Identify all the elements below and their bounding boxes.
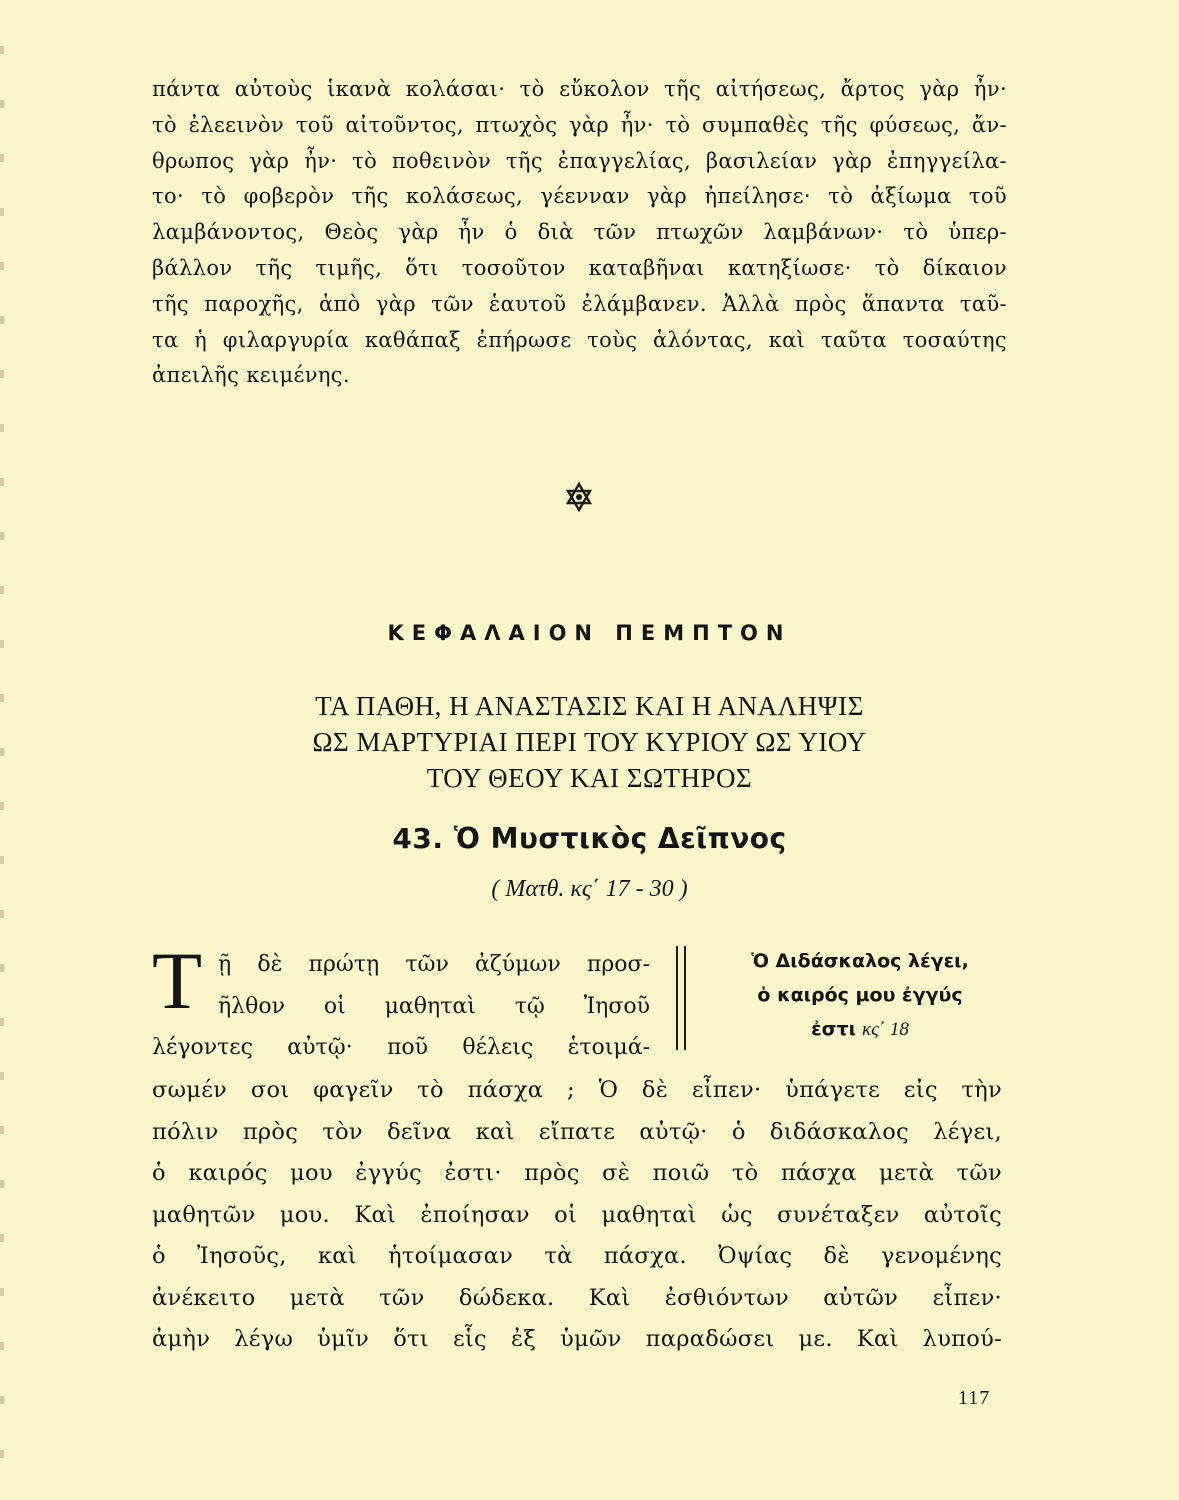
scripture-reference: ( Ματθ. κς΄ 17 - 30 )	[491, 876, 688, 902]
intro-lines	[152, 944, 650, 1069]
chapter-title	[0, 688, 1179, 796]
section-heading: 43. Ὁ Μυστικὸς Δεῖπνος	[392, 822, 787, 855]
intro-line: ῆλθον οἱ μαθηταὶ τῷ Ἰησοῦ	[218, 993, 650, 1019]
sidenote	[700, 944, 1020, 1047]
star-ornament-icon	[564, 482, 594, 512]
drop-cap: Τ	[152, 935, 203, 1026]
sidenote-text: ἐστι	[811, 1018, 856, 1040]
paragraph-line: μαθητῶν μου. Καὶ ἐποίησαν οἱ μαθηταὶ ὡς συνέταξεν αὐτοῖς	[152, 1201, 1002, 1228]
paragraph-line: ἀμὴν λέγω ὑμῖν ὅτι εἷς ἐξ ὑμῶν παραδώσει με. Καὶ λυπού-	[152, 1326, 1002, 1352]
sidenote-reference: κς΄ 18	[862, 1019, 909, 1040]
sidenote-rule	[676, 946, 678, 1050]
paragraph-line: τὸ ἐλεεινὸν τοῦ αἰτοῦντος, πτωχὸς γὰρ ἦν· τὸ συμπαθὲς τῆς φύσεως, ἄν-	[152, 112, 1007, 137]
paragraph-line: ἀνέκειτο μετὰ τῶν δώδεκα. Καὶ ἐσθιόντων αὐτῶν εἶπεν·	[152, 1284, 1002, 1311]
paragraph-line: ὁ Ἰησοῦς, καὶ ἡτοίμασαν τὰ πάσχα. Ὀψίας δὲ γενομένης	[152, 1243, 1002, 1269]
main-paragraph	[152, 1070, 1002, 1361]
sidenote-line: ὁ καιρός μου ἐγγύς	[757, 984, 963, 1006]
top-paragraph	[152, 72, 1007, 394]
paragraph-line: τῆς παροχῆς, ἀπὸ γὰρ τῶν ἑαυτοῦ ἐλάμβανεν. Ἀλλὰ πρὸς ἅπαντα ταῦ-	[152, 291, 1007, 316]
paragraph-line: τα ἡ φιλαργυρία καθάπαξ ἐπήρωσε τοὺς ἁλόντας, καὶ ταῦτα τοσαύτης	[152, 327, 1007, 352]
sidenote-line	[700, 1012, 1020, 1047]
paragraph-line: ὁ καιρός μου ἐγγύς ἐστι· πρὸς σὲ ποιῶ τὸ πάσχα μετὰ τῶν	[152, 1160, 1002, 1186]
paragraph-line: βάλλον τῆς τιμῆς, ὅτι τοσοῦτον καταβῆναι κατηξίωσε· τὸ δίκαιον	[152, 255, 1007, 280]
intro-line: ῇ δὲ πρώτῃ τῶν ἀζύμων προσ-	[218, 952, 650, 977]
paragraph-line: πόλιν πρὸς τὸν δεῖνα καὶ εἴπατε αὐτῷ· ὁ διδάσκαλος λέγει,	[152, 1118, 1002, 1145]
paragraph-line: σωμέν σοι φαγεῖν τὸ πάσχα ; Ὁ δὲ εἶπεν· ὑπάγετε εἰς τὴν	[152, 1077, 1002, 1103]
chapter-label: ΚΕΦΑΛΑΙΟΝ ΠΕΜΠΤΟΝ	[387, 621, 792, 645]
paragraph-line: λαμβάνοντος, Θεὸς γὰρ ἦν ὁ διὰ τῶν πτωχῶν λαμβάνων· τὸ ὑπερ-	[152, 220, 1007, 245]
page-number: 117	[958, 1387, 991, 1409]
intro-line: λέγοντες αὐτῷ· ποῦ θέλεις ἑτοιμά-	[152, 1035, 650, 1060]
chapter-title-line: ΩΣ ΜΑΡΤΥΡΙΑΙ ΠΕΡΙ ΤΟΥ ΚΥΡΙΟΥ ΩΣ ΥΙΟΥ	[312, 727, 867, 757]
paragraph-line: το· τὸ φοβερὸν τῆς κολάσεως, γέενναν γὰρ ἠπείλησε· τὸ ἀξίωμα τοῦ	[152, 184, 1007, 209]
chapter-title-line: ΤΑ ΠΑΘΗ, Η ΑΝΑΣΤΑΣΙΣ ΚΑΙ Η ΑΝΑΛΗΨΙΣ	[315, 691, 864, 721]
paragraph-line: ἀπειλῆς κειμένης.	[152, 363, 350, 388]
paragraph-line: θρωπος γὰρ ἦν· τὸ ποθεινὸν τῆς ἐπαγγελίας, βασιλείαν γὰρ ἐπηγγείλα-	[152, 148, 1007, 173]
sidenote-rule	[684, 946, 686, 1050]
sidenote-line: Ὁ Διδάσκαλος λέγει,	[751, 950, 969, 972]
chapter-title-line: ΤΟΥ ΘΕΟΥ ΚΑΙ ΣΩΤΗΡΟΣ	[426, 763, 753, 793]
paragraph-line: πάντα αὐτοὺς ἱκανὰ κολάσαι· τὸ εὔκολον τῆς αἰτήσεως, ἄρτος γὰρ ἦν·	[152, 77, 1007, 101]
